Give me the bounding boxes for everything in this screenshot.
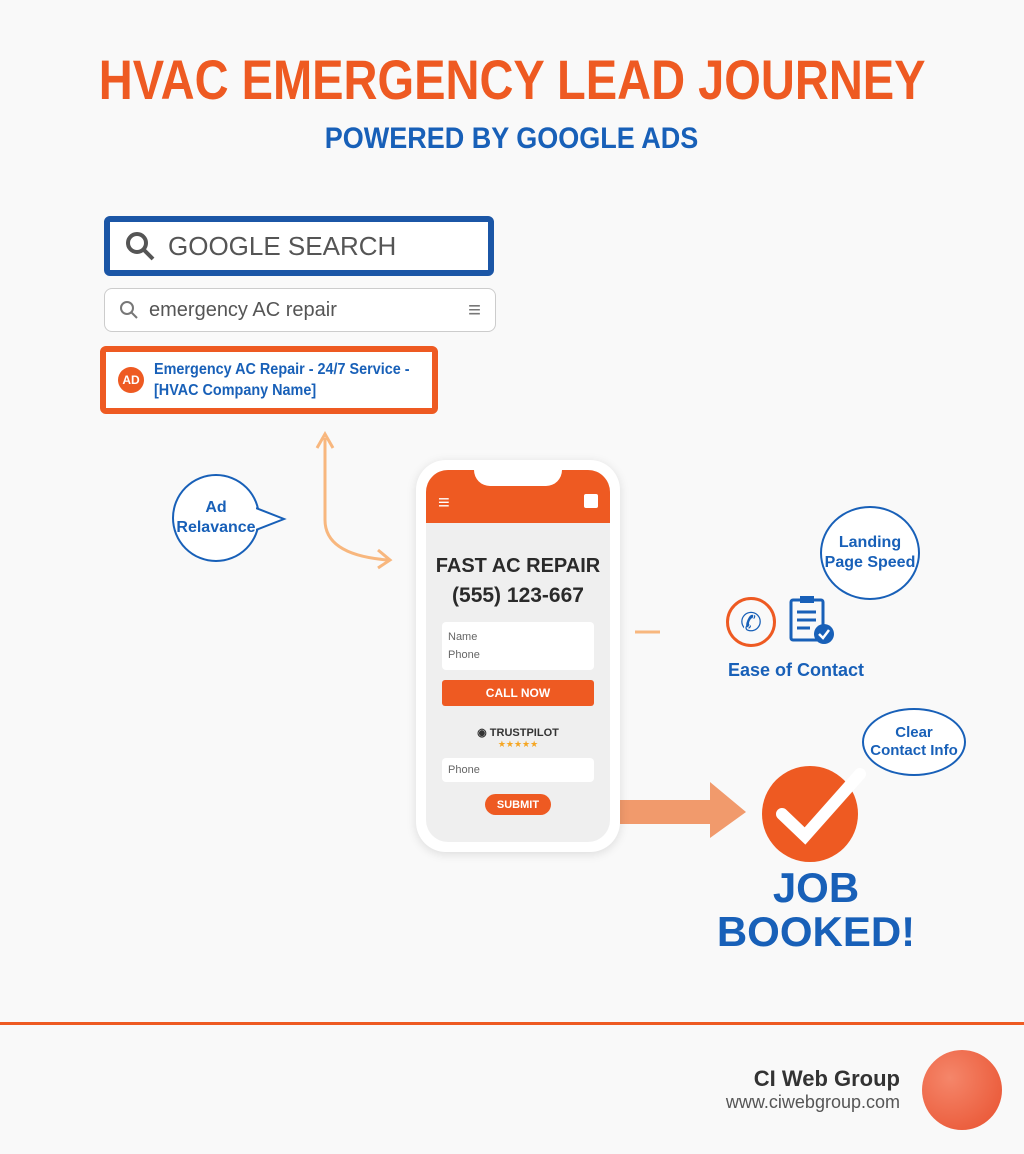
google-search-box bbox=[104, 216, 494, 276]
page-subtitle: POWERED BY GOOGLE ADS bbox=[325, 122, 699, 155]
phone-icon: ✆ bbox=[726, 597, 776, 647]
call-now-button[interactable]: CALL NOW bbox=[442, 680, 594, 706]
search-query-input[interactable] bbox=[104, 288, 496, 332]
company-logo bbox=[922, 1050, 1002, 1130]
phone-field: Phone bbox=[448, 649, 480, 661]
job-booked-label: JOB BOOKED! bbox=[716, 864, 916, 955]
search-ad-result[interactable] bbox=[100, 346, 438, 414]
landing-headline: FAST AC REPAIR bbox=[435, 555, 601, 577]
contact-form[interactable] bbox=[442, 622, 594, 670]
bubble-landing-speed: Landing Page Speed bbox=[820, 506, 920, 600]
ad-headline: Emergency AC Repair - 24/7 Service - bbox=[154, 361, 410, 378]
name-field: Name bbox=[448, 631, 478, 643]
menu-icon[interactable]: ≡ bbox=[468, 297, 481, 322]
search-query-text: emergency AC repair bbox=[149, 298, 337, 321]
phone-number[interactable]: (555) 123-667 bbox=[452, 584, 584, 607]
hamburger-icon[interactable]: ≡ bbox=[438, 492, 450, 514]
bubble-tail bbox=[256, 506, 288, 532]
checkmark-icon bbox=[760, 756, 880, 866]
footer-divider bbox=[0, 1022, 1024, 1025]
google-search-label: GOOGLE SEARCH bbox=[168, 230, 397, 261]
ease-of-contact-label: Ease of Contact bbox=[728, 660, 865, 680]
bubble-clear-contact: Clear Contact Info bbox=[862, 708, 966, 776]
curved-arrow bbox=[325, 438, 388, 560]
big-arrow bbox=[620, 780, 750, 840]
footer-brand bbox=[726, 1066, 900, 1113]
page-title: HVAC EMERGENCY LEAD JOURNEY bbox=[98, 48, 926, 111]
app-icon bbox=[584, 494, 598, 508]
star-rating: ★★★★★ bbox=[497, 739, 539, 749]
mobile-landing-page bbox=[416, 460, 620, 852]
search-icon bbox=[119, 300, 139, 320]
ad-company: [HVAC Company Name] bbox=[154, 382, 317, 399]
clipboard-check-icon bbox=[788, 594, 838, 646]
search-icon bbox=[124, 230, 156, 262]
company-name: CI Web Group bbox=[753, 1066, 900, 1091]
submit-button[interactable]: SUBMIT bbox=[485, 794, 551, 815]
ad-badge: AD bbox=[118, 367, 144, 393]
page-subtitle-wrap bbox=[0, 122, 1024, 156]
trustpilot-label: ◉ TRUSTPILOT bbox=[477, 727, 559, 739]
company-url[interactable]: www.ciwebgroup.com bbox=[725, 1092, 900, 1112]
bubble-ad-relevance: Ad Relavance bbox=[172, 474, 260, 562]
page-title-wrap bbox=[0, 48, 1024, 112]
phone-field-2[interactable]: Phone bbox=[442, 758, 594, 782]
